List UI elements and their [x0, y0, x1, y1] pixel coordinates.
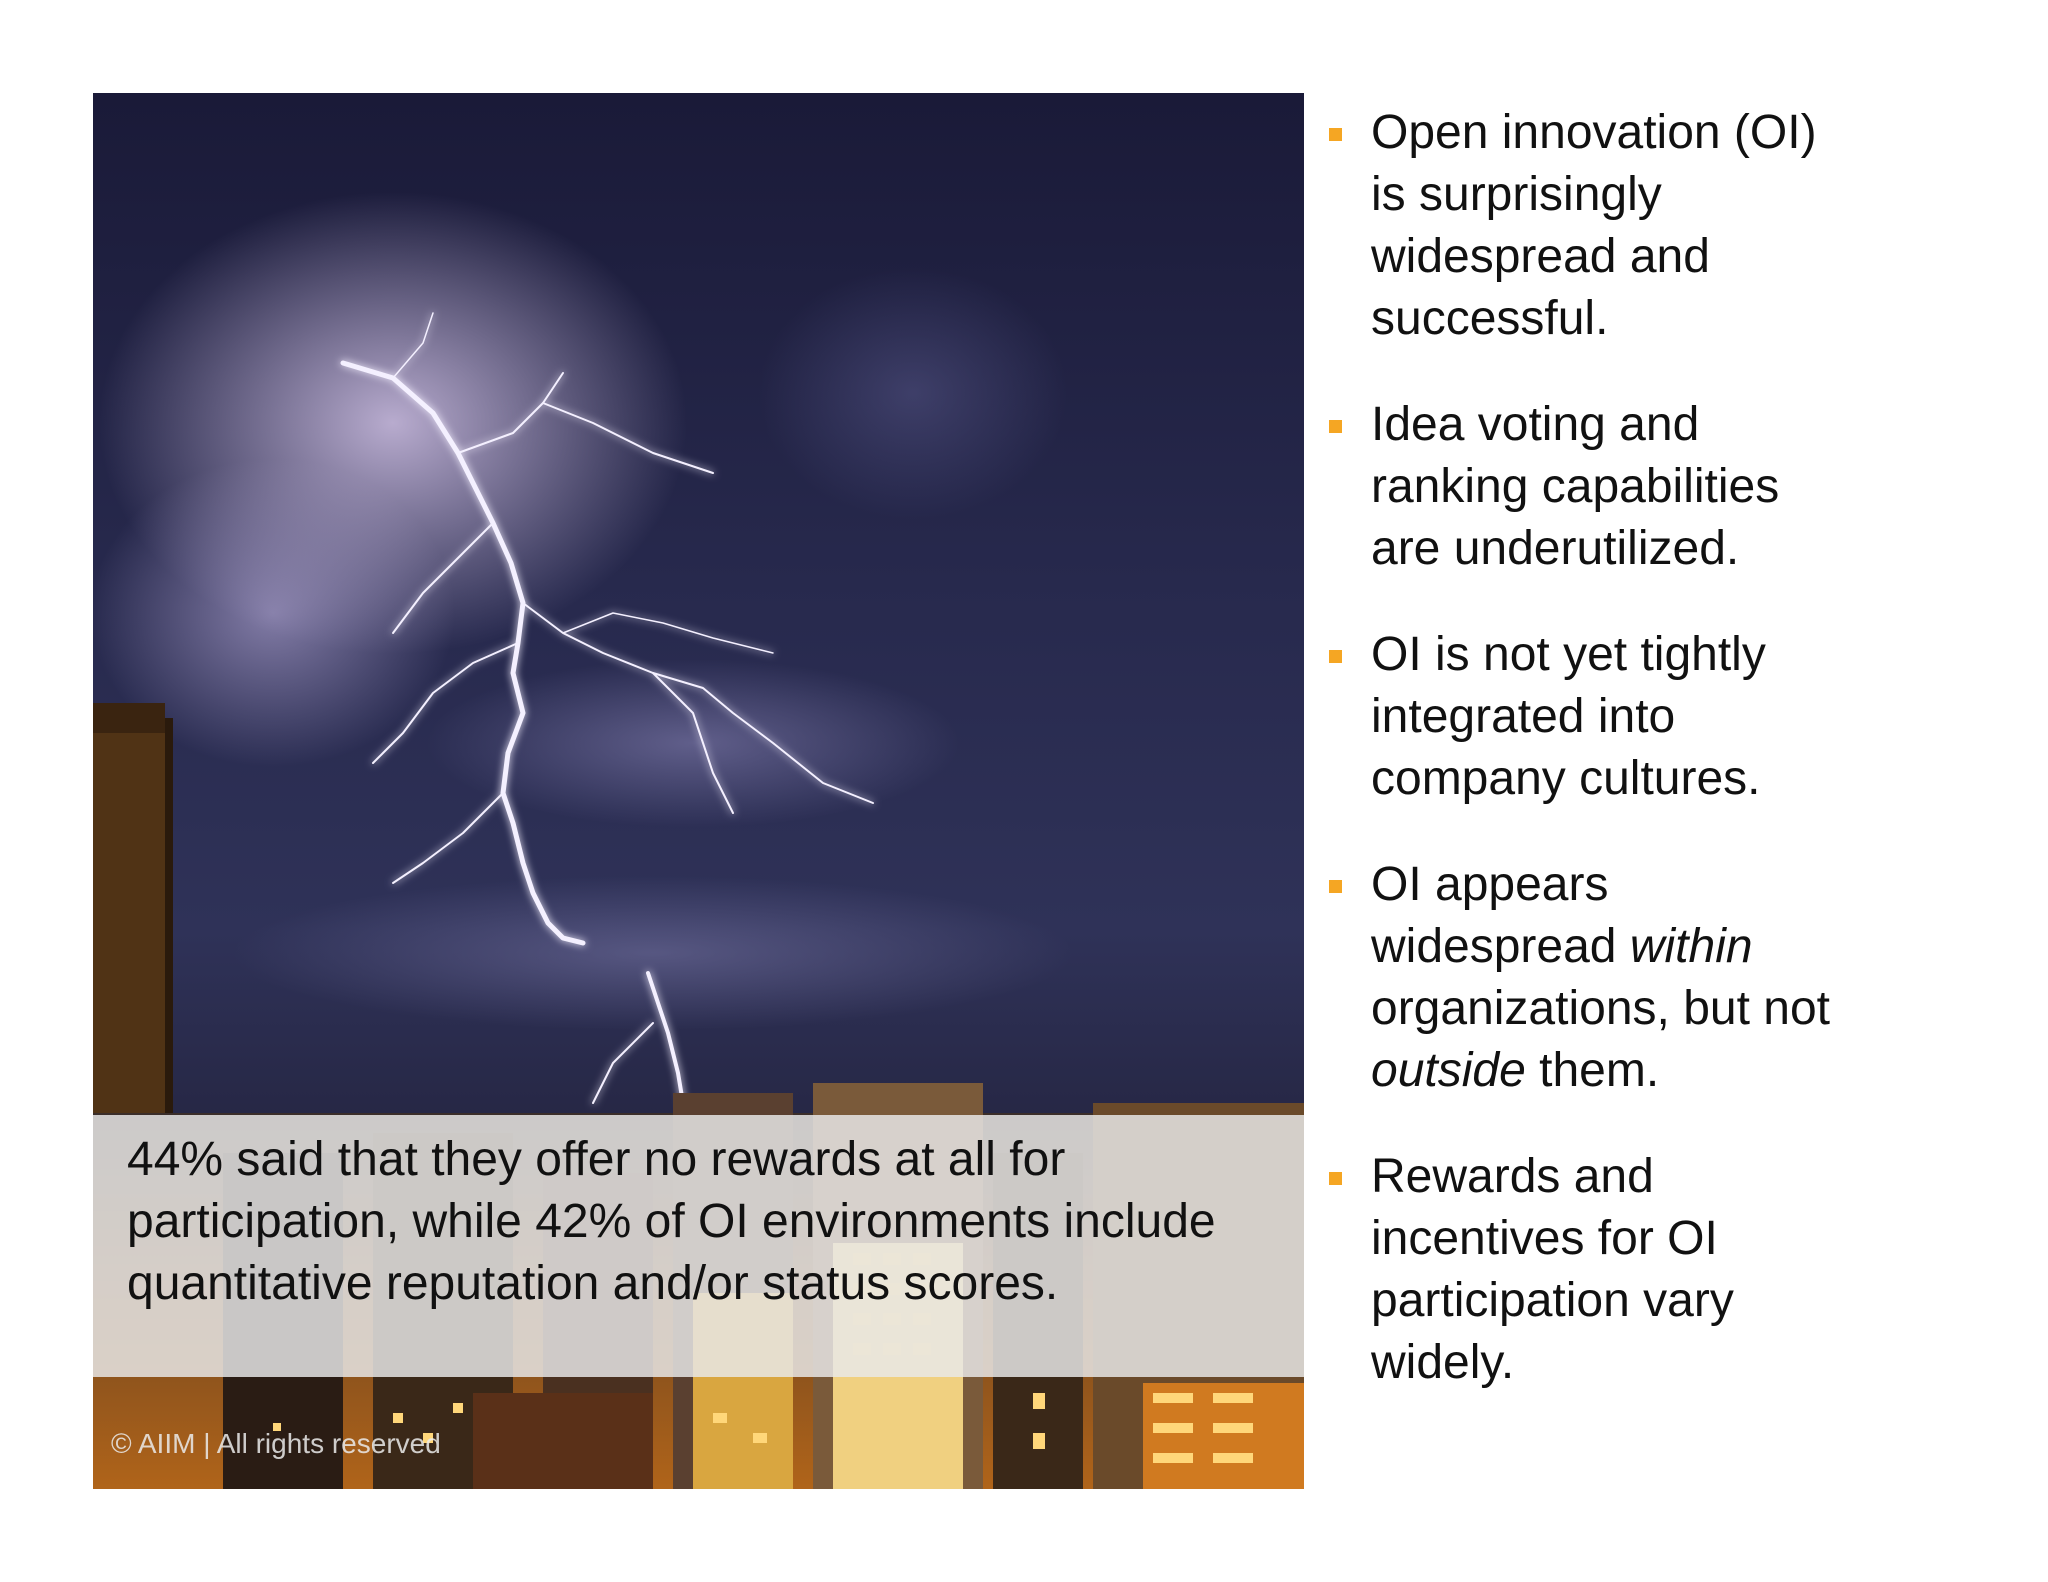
- finding-item: [1325, 1146, 1975, 1394]
- finding-item: [1325, 394, 1975, 580]
- copyright-notice: © AIIM | All rights reserved: [111, 1428, 441, 1459]
- finding-text-segment: organizations, but not: [1371, 982, 1830, 1035]
- bullet-square-icon: [1329, 128, 1342, 141]
- bullet-square-icon: [1329, 880, 1342, 893]
- finding-text: [1371, 858, 1830, 1097]
- finding-text-segment: Open innovation (OI) is surprisingly widespread and successful.: [1371, 106, 1817, 345]
- finding-item: [1325, 854, 1975, 1102]
- finding-text-segment: them.: [1525, 1044, 1660, 1097]
- lightning-bolt: [343, 313, 873, 1193]
- bullet-square-icon: [1329, 1172, 1342, 1185]
- finding-item: [1325, 624, 1975, 810]
- finding-text-segment: OI is not yet tightly integrated into company cultures.: [1371, 628, 1766, 805]
- key-findings-list: [1325, 102, 1975, 1438]
- lightning-storm-photo: [93, 93, 1304, 1489]
- finding-text: [1371, 1150, 1734, 1389]
- finding-text: [1371, 106, 1817, 345]
- finding-text-segment: Idea voting and ranking capabilities are underutilized.: [1371, 398, 1780, 575]
- finding-text-segment: Rewards and incentives for OI participation vary widely.: [1371, 1150, 1734, 1389]
- bullet-square-icon: [1329, 420, 1342, 433]
- finding-text: [1371, 398, 1779, 575]
- finding-text-emphasis: within: [1629, 920, 1753, 973]
- bullet-square-icon: [1329, 650, 1342, 663]
- finding-text: [1371, 628, 1766, 805]
- finding-text-emphasis: outside: [1371, 1044, 1526, 1097]
- photo-caption: 44% said that they offer no rewards at all for participation, while 42% of OI environments include quantitative reputation and/or status scores.: [127, 1133, 1216, 1310]
- finding-text-segment: OI appears widespread: [1371, 858, 1617, 973]
- finding-item: [1325, 102, 1975, 350]
